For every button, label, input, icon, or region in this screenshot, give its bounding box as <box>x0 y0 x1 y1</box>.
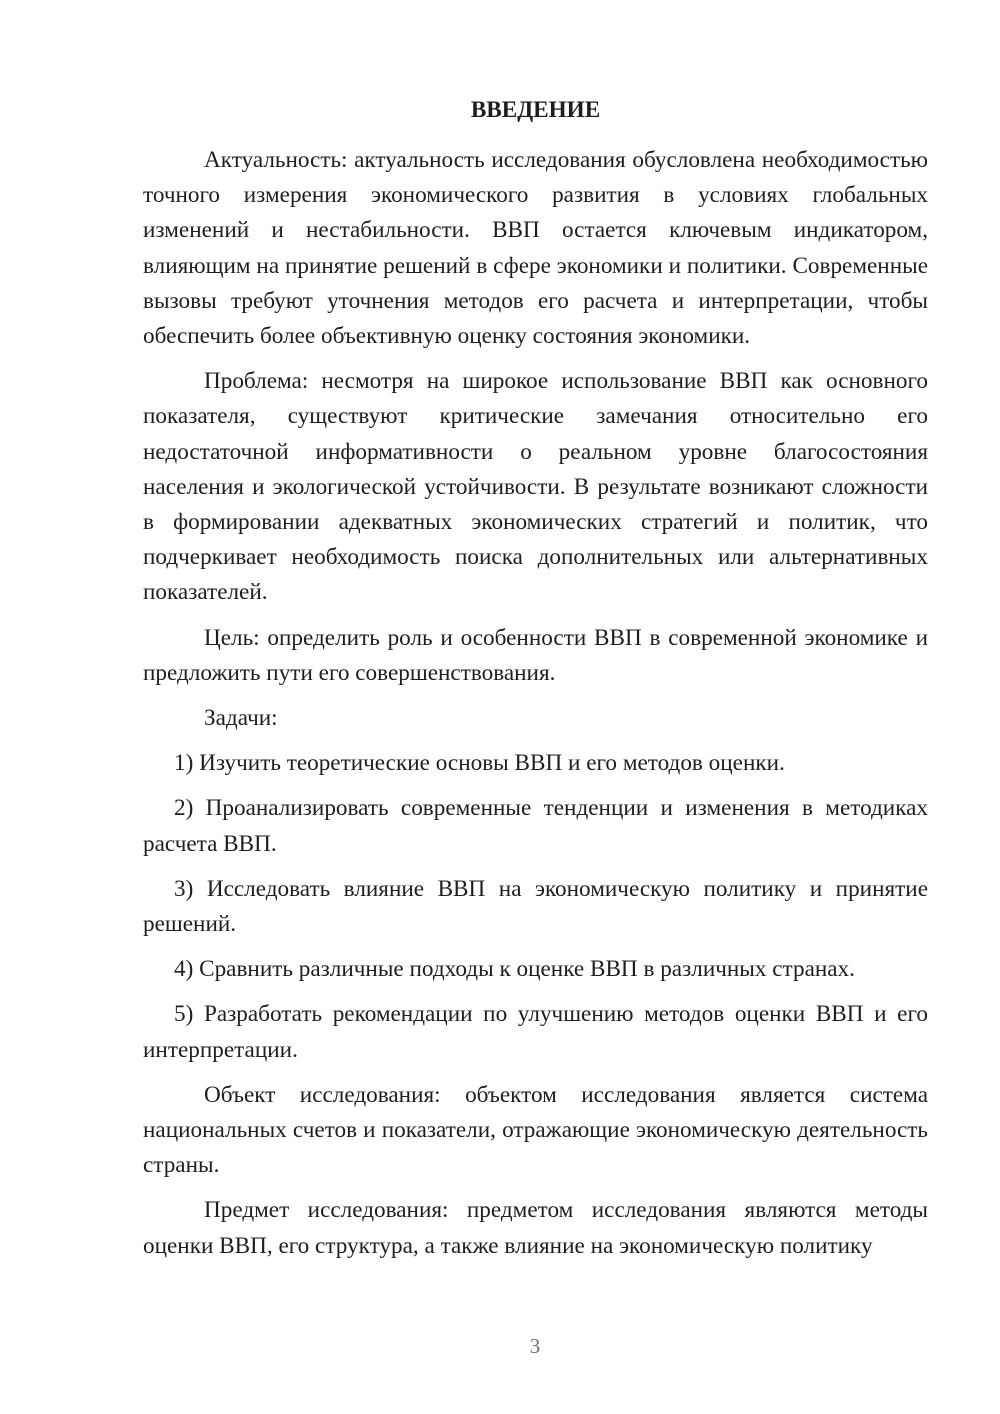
section-heading: ВВЕДЕНИЕ <box>470 97 601 123</box>
task-item-1: 1) Изучить теоретические основы ВВП и его методов оценки. <box>174 750 785 777</box>
paragraph-object: Объект исследования: объектом исследования является система национальных счетов и показатели, отражающие экономическую деятельность страны. <box>143 1081 928 1179</box>
task-item-4: 4) Сравнить различные подходы к оценке ВВП в различных странах. <box>174 956 855 983</box>
paragraph-problem: Проблема: несмотря на широкое использование ВВП как основного показателя, существуют критические замечания относительно его недостаточной информативности о реальном уровне благосостояния населения и экологической устойчивости. В результате возникают сложности в формировании адекватных экономических стратегий и политик, что подчеркивает необходимость поиска дополнительных или альтернативных показателей. <box>143 368 928 606</box>
task-item-2: 2) Проанализировать современные тенденции и изменения в методиках расчета ВВП. <box>143 795 928 857</box>
task-item-5: 5) Разработать рекомендации по улучшению методов оценки ВВП и его интерпретации. <box>143 1001 928 1063</box>
paragraph-goal: Цель: определить роль и особенности ВВП в современной экономике и предложить пути его совершенствования. <box>143 624 928 686</box>
paragraph-subject: Предмет исследования: предметом исследования являются методы оценки ВВП, его структура, а также влияние на экономическую политику <box>143 1197 928 1259</box>
paragraph-tasks-label: Задачи: <box>204 705 278 732</box>
task-item-3: 3) Исследовать влияние ВВП на экономическую политику и принятие решений. <box>143 875 928 938</box>
page-number: 3 <box>529 1334 541 1358</box>
document-page <box>143 92 928 1264</box>
paragraph-relevance: Актуальность: актуальность исследования обусловлена необходимостью точного измерения экономического развития в условиях глобальных изменений и нестабильности. ВВП остается ключевым индикатором, влияющим на принятие решений в сфере экономики и политики. Современные вызовы требуют уточнения методов его расчета и интерпретации, чтобы обеспечить более объективную оценку состояния экономики. <box>143 147 928 350</box>
